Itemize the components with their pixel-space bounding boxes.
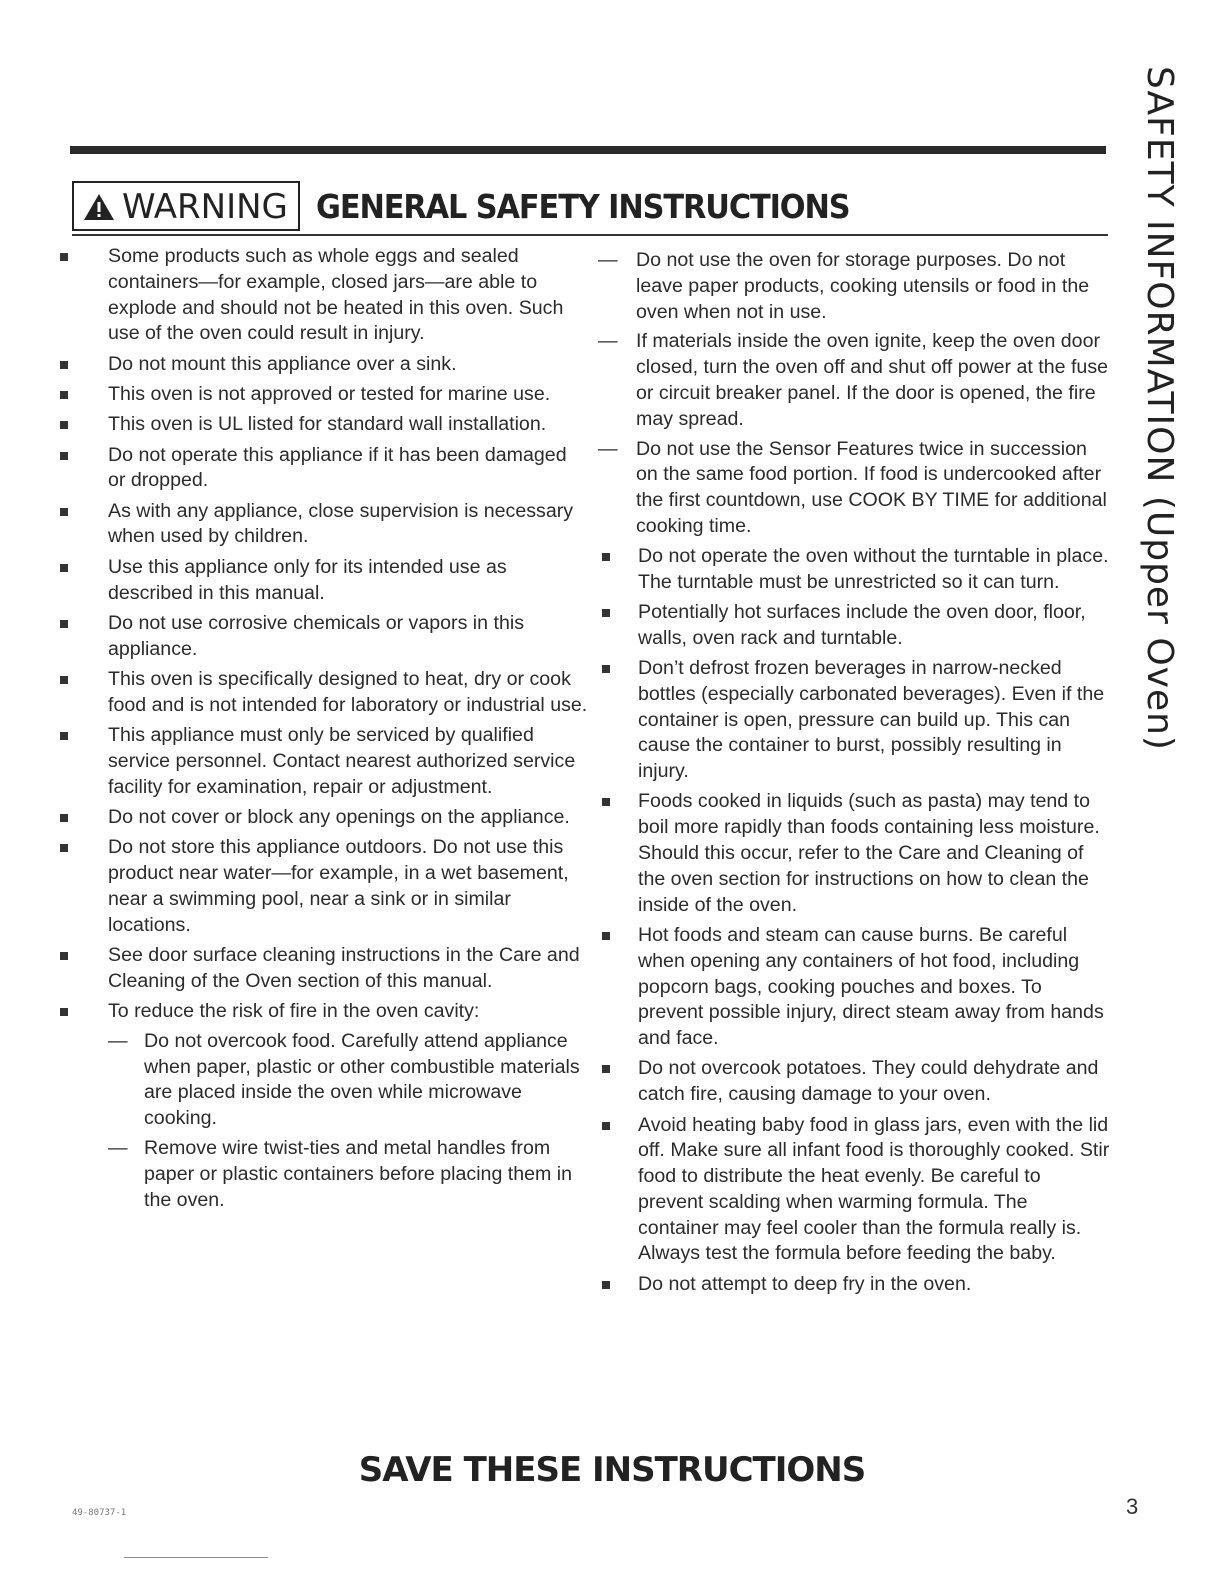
list-item: This appliance must only be serviced by qualified service personnel. Contact nearest authorized service facility for examination, repair or adjustment. (60, 723, 588, 800)
bullet-icon (60, 564, 68, 572)
list-item: Do not store this appliance outdoors. Do not use this product near water—for example, in a wet basement, near a swimming pool, near a sink or in similar locations. (60, 835, 588, 938)
list-item: Do not attempt to deep fry in the oven. (590, 1272, 1110, 1298)
bullet-icon (60, 253, 68, 261)
list-item: See door surface cleaning instructions in the Care and Cleaning of the Oven section of this manual. (60, 943, 588, 995)
bullet-icon (60, 732, 68, 740)
bullet-icon (602, 1281, 610, 1289)
bullet-icon (60, 421, 68, 429)
bullet-icon (60, 1008, 68, 1016)
list-item: Do not cover or block any openings on the appliance. (60, 805, 588, 831)
list-item: Foods cooked in liquids (such as pasta) may tend to boil more rapidly than foods containing less moisture. Should this occur, refer to the Care and Cleaning of the oven section for instructions on how to clean the inside of the oven. (590, 789, 1110, 918)
list-item: This oven is not approved or tested for marine use. (60, 382, 588, 408)
list-item: Do not operate the oven without the turntable in place. The turntable must be unrestricted so it can turn. (590, 544, 1110, 596)
bullet-icon (60, 508, 68, 516)
sub-list-item: — Do not overcook food. Carefully attend appliance when paper, plastic or other combustible materials are placed inside the oven while microwave cooking. (108, 1029, 580, 1130)
bullet-icon (60, 844, 68, 852)
bullet-icon (60, 452, 68, 460)
bullet-icon (602, 798, 610, 806)
list-item: Some products such as whole eggs and sealed containers—for example, closed jars—are able to explode and should not be heated in this oven. Such use of the oven could result in injury. (60, 244, 588, 347)
bullet-icon (602, 553, 610, 561)
list-item: Use this appliance only for its intended use as described in this manual. (60, 555, 588, 607)
bullet-icon (60, 676, 68, 684)
bullet-icon (60, 391, 68, 399)
dash-icon: — (598, 330, 618, 353)
top-rule (70, 146, 1106, 154)
link-underline (124, 1557, 268, 1558)
document-code: 49-80737-1 (72, 1508, 127, 1518)
dash-icon: — (108, 1137, 128, 1159)
sub-list-item: — Do not use the oven for storage purposes. Do not leave paper products, cooking utensils or food in the oven when not in use. (598, 249, 1090, 323)
header-rule (72, 234, 1108, 236)
side-tab-label: SAFETY INFORMATION (Upper Oven) (1139, 66, 1180, 751)
bullet-icon (60, 814, 68, 822)
bullet-icon (60, 952, 68, 960)
list-item: Do not use corrosive chemicals or vapors in this appliance. (60, 611, 588, 663)
list-item: This oven is specifically designed to heat, dry or cook food and is not intended for laboratory or industrial use. (60, 667, 588, 719)
list-item: This oven is UL listed for standard wall installation. (60, 412, 588, 438)
side-section-tab (1134, 66, 1184, 751)
sub-list-item: — Remove wire twist-ties and metal handles from paper or plastic containers before placing them in the oven. (108, 1137, 573, 1211)
bullet-icon (60, 620, 68, 628)
warning-label-box (72, 181, 300, 231)
footer-title: SAVE THESE INSTRUCTIONS (358, 1450, 866, 1490)
section-header (72, 176, 1108, 236)
list-item: Avoid heating baby food in glass jars, even with the lid off. Make sure all infant food is thoroughly cooked. Stir food to distribute the heat evenly. Be careful to prevent scalding when warming formula. The container may feel cooler than the formula really is. Always test the formula before feeding the baby. (590, 1113, 1110, 1268)
list-item: To reduce the risk of fire in the oven cavity: — Do not overcook food. Carefully attend appliance when paper, plastic or other combustible materials are placed inside the oven while microwave cooking. — Remove wire twist-ties and metal handles from paper or plastic containers before placing them in the oven. (60, 999, 588, 1213)
dash-icon: — (598, 437, 618, 460)
bullet-icon (602, 609, 610, 617)
sub-list-item: — Do not use the Sensor Features twice in succession on the same food portion. If food is undercooked after the first countdown, use COOK BY TIME for additional cooking time. (598, 437, 1107, 537)
dash-icon: — (598, 249, 618, 271)
bullet-icon (602, 665, 610, 673)
list-item: Do not mount this appliance over a sink. (60, 352, 588, 378)
bullet-icon (602, 932, 610, 940)
page-title: GENERAL SAFETY INSTRUCTIONS (315, 186, 850, 226)
left-column (60, 244, 588, 1218)
sub-list-item: — If materials inside the oven ignite, keep the oven door closed, turn the oven off and shut off power at the fuse or circuit breaker panel. If the door is opened, the fire may spread. (598, 330, 1109, 430)
list-item: Do not operate this appliance if it has been damaged or dropped. (60, 443, 588, 495)
warning-triangle-icon (82, 192, 116, 222)
list-item: Hot foods and steam can cause burns. Be careful when opening any containers of hot food, including popcorn bags, cooking pouches and boxes. To prevent possible injury, direct steam away from hands and face. (590, 923, 1110, 1052)
bullet-icon (602, 1122, 610, 1130)
list-item: Do not overcook potatoes. They could dehydrate and catch fire, causing damage to your oven. (590, 1056, 1110, 1108)
bullet-icon (60, 361, 68, 369)
right-column (590, 244, 1110, 1302)
page-number: 3 (1126, 1494, 1139, 1519)
list-item: As with any appliance, close supervision is necessary when used by children. (60, 499, 588, 551)
list-item: Don’t defrost frozen beverages in narrow-necked bottles (especially carbonated beverages). Even if the container is open, pressure can build up. This can cause the container to burst, possibly resulting in injury. (590, 656, 1110, 785)
list-item: Potentially hot surfaces include the oven door, floor, walls, oven rack and turntable. (590, 600, 1110, 652)
bullet-icon (602, 1065, 610, 1073)
dash-icon: — (108, 1029, 128, 1052)
warning-label: WARNING (122, 187, 288, 227)
